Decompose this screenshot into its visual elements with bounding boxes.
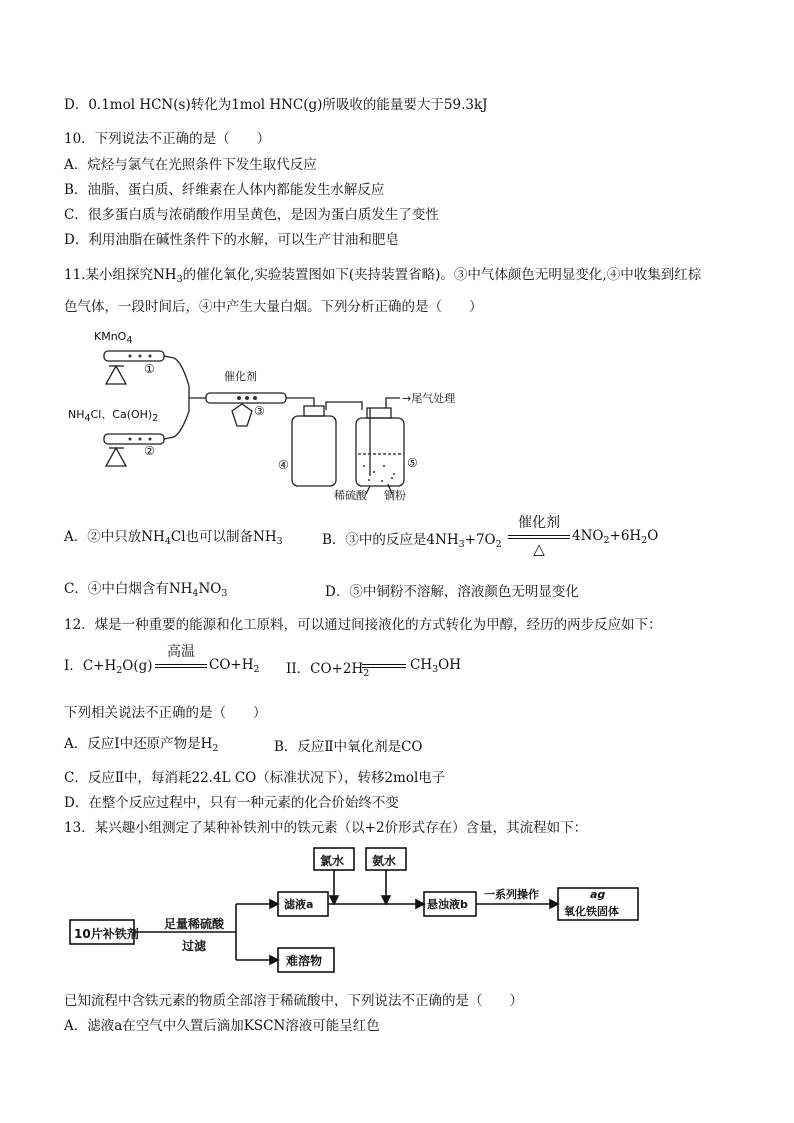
high-temp-condition: 高温 (167, 644, 195, 660)
q12-stem: 12．煤是一种重要的能源和化工原料，可以通过间接液化的方式转化为甲醇，经历的两步反应如下： (64, 617, 662, 633)
q10-option-b: B．油脂、蛋白质、纤维素在人体内都能发生水解反应 (64, 182, 385, 198)
catalyst-condition: 催化剂 (518, 515, 560, 531)
nh4cl-caoh2-label: NH4Cl、Ca(OH)2 (68, 408, 159, 424)
reaction-1-products: $CO+H_2$ (209, 657, 260, 675)
dilute-sulfuric-acid-label: 稀硫酸 (334, 489, 367, 502)
catalyst-label: 催化剂 (224, 370, 257, 383)
label-3: ③ (254, 404, 265, 418)
flow-filtrate-box: 滤液a (284, 898, 314, 911)
flow-start-box: 10片补铁剂 (74, 927, 139, 941)
label-4: ④ (278, 458, 289, 472)
q11-option-a: A．②中只放$NH_4Cl$也可以制备$NH_3$ (64, 529, 283, 547)
label-5: ⑤ (407, 456, 418, 470)
q12-option-b: B．反应Ⅱ中氧化剂是CO (274, 739, 423, 755)
q11-option-d: D．⑤中铜粉不溶解，溶液颜色无明显变化 (325, 584, 579, 600)
flow-iron-oxide-box: 氧化铁固体 (564, 905, 619, 918)
q9-option-d: D．0.1mol HCN(s)转化为1mol HNC(g)所吸收的能量要大于59.3kJ (64, 97, 488, 113)
q10-stem: 10．下列说法不正确的是（ ） (64, 131, 271, 147)
equation-double-bar (508, 535, 570, 539)
reaction-1-bar (155, 664, 207, 668)
flow-suspension-box: 悬浊液b (427, 898, 468, 911)
copper-powder-label: 铜粉 (384, 489, 406, 502)
flow-chlorine-water-box: 氯水 (320, 854, 345, 868)
q10-option-c: C．很多蛋白质与浓硝酸作用呈黄色，是因为蛋白质发生了变性 (64, 207, 439, 223)
q12-option-a: A．反应Ⅰ中还原产物是$H_2$ (64, 736, 219, 754)
q11-option-c: C．④中白烟含有$NH_4NO_3$ (64, 581, 228, 599)
flow-ammonia-water-box: 氨水 (372, 854, 397, 868)
flow-mass-label: ag (590, 888, 606, 901)
q12-question: 下列相关说法不正确的是（ ） (64, 705, 267, 721)
q11-stem: 11.某小组探究$NH_3$的催化氧化,实验装置图如下(夹持装置省略)。③中气体颜色无明显变化,④中收集到红棕 (64, 267, 702, 285)
label-1: ① (144, 362, 155, 376)
heat-symbol: △ (533, 540, 545, 558)
q10-option-a: A．烷烃与氯气在光照条件下发生取代反应 (64, 157, 317, 173)
flow-operations-label: 一系列操作 (484, 888, 539, 901)
flow-acid-label: 足量稀硫酸 (164, 917, 225, 931)
q13-stem: 13．某兴趣小组测定了某种补铁剂中的铁元素（以+2价形式存在）含量，其流程如下： (64, 820, 588, 836)
reaction-2-products: $CH_3OH$ (410, 657, 461, 675)
flow-filter-label: 过滤 (182, 939, 207, 953)
q10-option-d: D．利用油脂在碱性条件下的水解，可以生产甘油和肥皂 (64, 232, 399, 248)
flow-residue-box: 难溶物 (286, 954, 323, 968)
q12-option-c: C．反应Ⅱ中，每消耗22.4L CO（标准状况下），转移2mol电子 (64, 770, 446, 786)
kmno4-label: KMnO4 (94, 330, 133, 346)
label-2: ② (144, 444, 155, 458)
q12-option-d: D．在整个反应过程中，只有一种元素的化合价始终不变 (64, 795, 399, 811)
reaction-2-bar (362, 664, 406, 668)
apparatus-figure (64, 326, 484, 506)
reaction-1: I．$C+H_2O(g)$ (64, 658, 153, 676)
q11-stem-line2: 色气体，一段时间后，④中产生大量白烟。下列分析正确的是（ ） (64, 299, 483, 315)
q11-option-b-products: $4NO_2+6H_2O$ (572, 528, 659, 546)
reaction-2: II．$CO+2H_2$ (286, 661, 370, 679)
q11-option-b: B．③中的反应是$4NH_3+7O_2$ (322, 532, 502, 550)
q13-note: 已知流程中含铁元素的物质全部溶于稀硫酸中，下列说法不正确的是（ ） (64, 993, 523, 1009)
tail-gas-label: →尾气处理 (402, 392, 456, 405)
flow-chart (64, 844, 644, 984)
q13-option-a: A．滤液a在空气中久置后滴加KSCN溶液可能呈红色 (64, 1018, 380, 1034)
